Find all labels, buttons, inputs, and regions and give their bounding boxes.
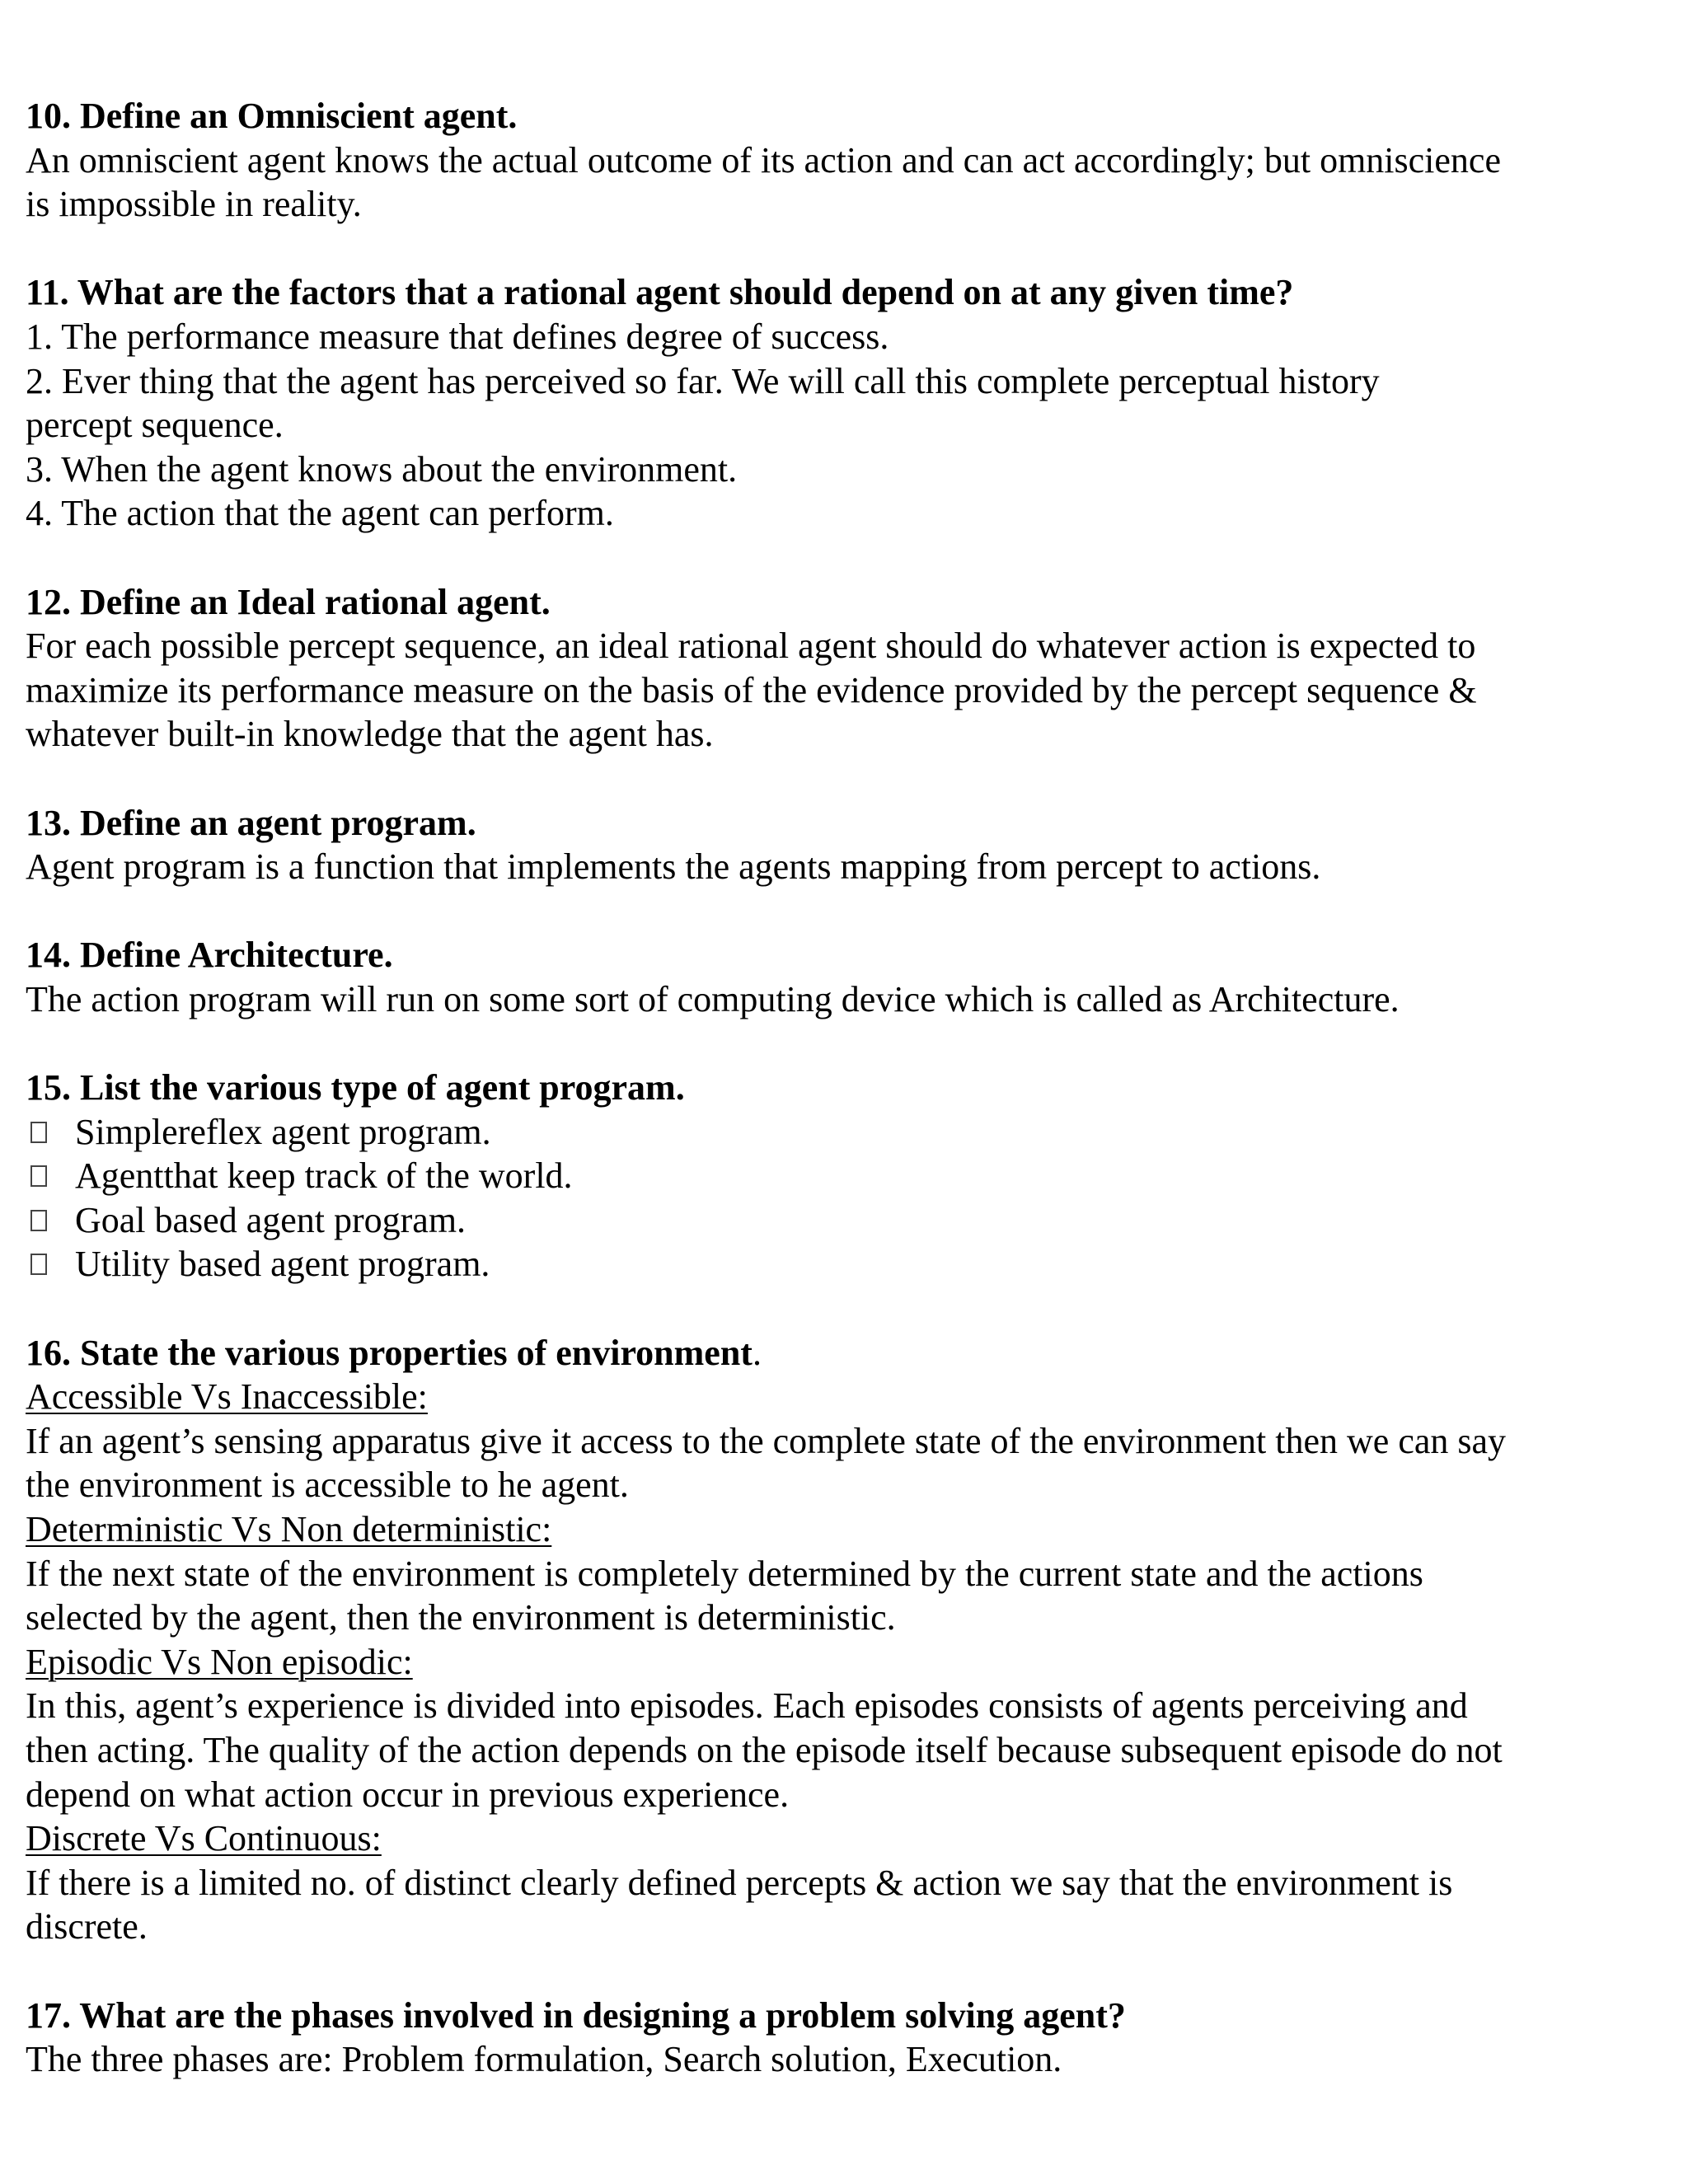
answer-line: 4. The action that the agent can perform.	[26, 493, 614, 534]
question-10	[26, 94, 1666, 227]
answer-line: If there is a limited no. of distinct clearly defined percepts & action we say that the environment is	[26, 1862, 1453, 1903]
question-title: 17. What are the phases involved in designing a problem solving agent?	[26, 1994, 1126, 2036]
checkbox-bullet-icon	[30, 1165, 47, 1187]
answer-line: depend on what action occur in previous experience.	[26, 1774, 790, 1815]
document-page	[26, 94, 1666, 2125]
answer-line: discrete.	[26, 1906, 148, 1947]
answer-line: 2. Ever thing that the agent has perceived so far. We will call this complete perceptual history	[26, 360, 1380, 401]
question-title: 15. List the various type of agent program.	[26, 1067, 685, 1108]
answer-line: An omniscient agent knows the actual outcome of its action and can act accordingly; but omniscience	[26, 139, 1501, 180]
list-item	[26, 1110, 1666, 1155]
subheading-deterministic: Deterministic Vs Non deterministic:	[26, 1509, 552, 1549]
answer-line: For each possible percept sequence, an ideal rational agent should do whatever action is expected to	[26, 626, 1476, 667]
question-title-row	[26, 1331, 1666, 1376]
list-item-text: Goal based agent program.	[75, 1199, 467, 1240]
checkbox-bullet-icon	[30, 1210, 47, 1231]
checkbox-bullet-icon	[30, 1122, 47, 1143]
answer-line: In this, agent’s experience is divided into episodes. Each episodes consists of agents perceiving and	[26, 1685, 1468, 1727]
question-title: 12. Define an Ideal rational agent.	[26, 581, 551, 622]
answer-line: The three phases are: Problem formulation, Search solution, Execution.	[26, 2039, 1062, 2080]
answer-line: whatever built-in knowledge that the agent has.	[26, 714, 714, 755]
list-item	[26, 1198, 1666, 1243]
answer-line: the environment is accessible to he agent.	[26, 1465, 629, 1506]
question-title: 16. State the various properties of environment	[26, 1332, 753, 1373]
answer-line: If the next state of the environment is completely determined by the current state and the actions	[26, 1553, 1423, 1594]
subheading-episodic: Episodic Vs Non episodic:	[26, 1641, 413, 1682]
answer-line: percept sequence.	[26, 405, 284, 446]
answer-line: is impossible in reality.	[26, 184, 362, 225]
question-title: 13. Define an agent program.	[26, 802, 476, 843]
answer-line: Agent program is a function that implements the agents mapping from percept to actions.	[26, 846, 1321, 888]
question-13	[26, 801, 1666, 889]
list-item-text: Utility based agent program.	[75, 1244, 490, 1285]
question-title: 11. What are the factors that a rational agent should depend on at any given time?	[26, 272, 1294, 313]
subheading-accessible: Accessible Vs Inaccessible:	[26, 1376, 428, 1418]
list-item-text: Simplereflex agent program.	[75, 1111, 491, 1152]
question-16	[26, 1331, 1666, 1949]
answer-line: The action program will run on some sort of computing device which is called as Architecture.	[26, 978, 1400, 1019]
question-title: 14. Define Architecture.	[26, 935, 393, 976]
list-item-text: Agentthat keep track of the world.	[75, 1155, 573, 1197]
subheading-discrete: Discrete Vs Continuous:	[26, 1818, 382, 1859]
answer-line: If an agent’s sensing apparatus give it access to the complete state of the environment then we can say	[26, 1420, 1507, 1461]
question-15	[26, 1066, 1666, 1286]
question-17	[26, 1994, 1666, 2082]
question-14	[26, 933, 1666, 1021]
question-11	[26, 270, 1666, 536]
question-title: 10. Define an Omniscient agent.	[26, 96, 518, 136]
question-title-period: .	[752, 1332, 762, 1373]
answer-line: 3. When the agent knows about the environment.	[26, 448, 738, 490]
answer-line: maximize its performance measure on the basis of the evidence provided by the percept sequence &	[26, 669, 1477, 710]
answer-line: selected by the agent, then the environment is deterministic.	[26, 1597, 896, 1638]
checkbox-bullet-icon	[30, 1254, 47, 1275]
question-12	[26, 580, 1666, 757]
list-item	[26, 1154, 1666, 1198]
answer-line: 1. The performance measure that defines degree of success.	[26, 316, 889, 357]
answer-line: then acting. The quality of the action depends on the episode itself because subsequent episode do not	[26, 1729, 1503, 1770]
list-item	[26, 1242, 1666, 1286]
